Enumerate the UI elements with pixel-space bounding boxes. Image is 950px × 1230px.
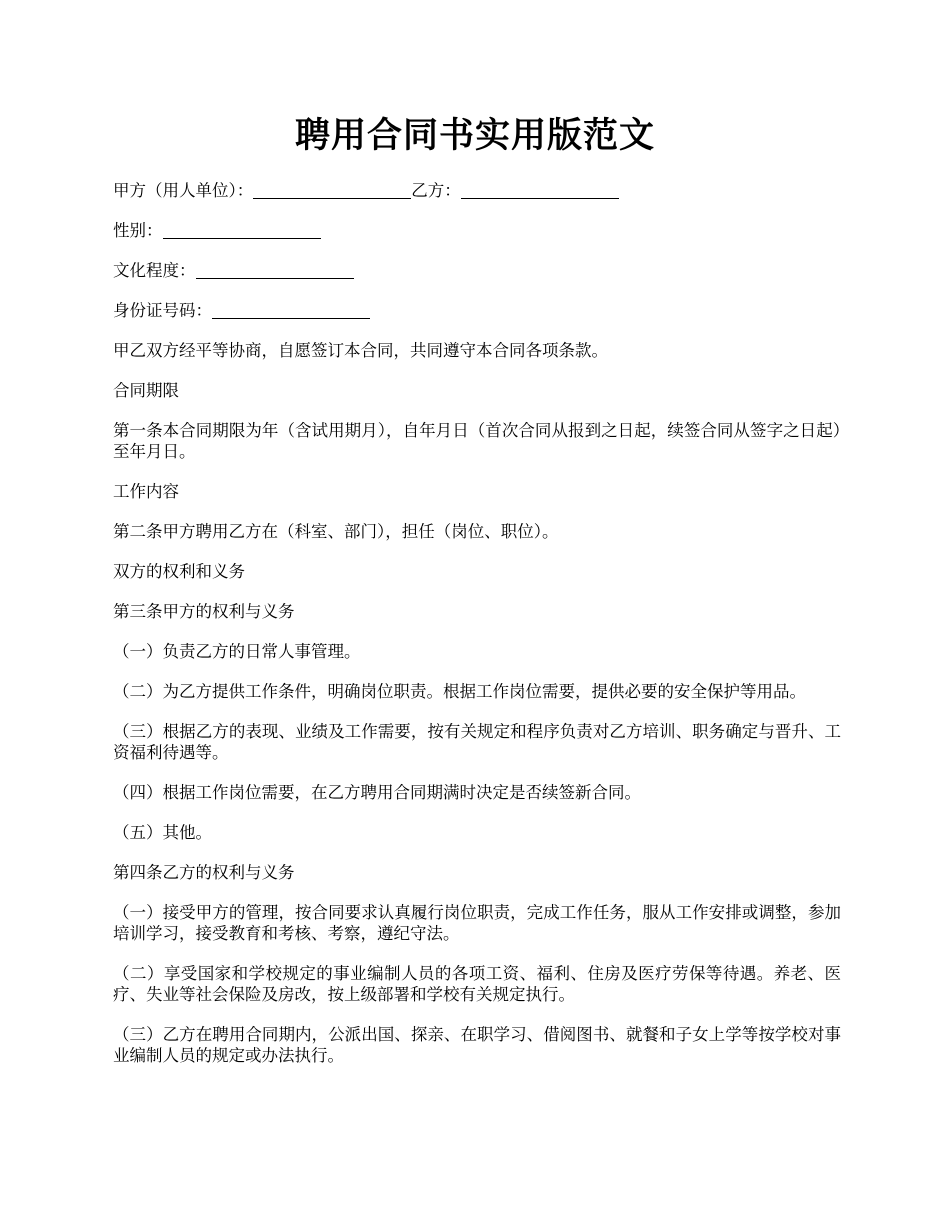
document-title: 聘用合同书实用版范文 — [294, 115, 655, 156]
paragraph: 第二条甲方聘用乙方在（科室、部门），担任（岗位、职位）。 — [113, 522, 559, 541]
article-heading: 第三条甲方的权利与义务 — [113, 602, 295, 621]
document-body — [113, 180, 841, 1085]
id-number-line — [113, 300, 841, 321]
clause-item: （三）根据乙方的表现、业绩及工作需要，按有关规定和程序负责对乙方培训、职务确定与晋升、工资福利待遇等。 — [113, 722, 841, 762]
clause-item: （一）接受甲方的管理，按合同要求认真履行岗位职责，完成工作任务，服从工作安排或调整，参加培训学习，接受教育和考核、考察，遵纪守法。 — [113, 903, 841, 943]
article-heading: 第四条乙方的权利与义务 — [113, 863, 295, 882]
gender-blank — [163, 221, 321, 239]
clause-item: （五）其他。 — [113, 823, 212, 842]
section-heading: 双方的权利和义务 — [113, 562, 245, 581]
id-number-blank — [212, 301, 370, 319]
id-number-label: 身份证号码： — [113, 301, 212, 320]
party-a-blank — [253, 181, 411, 199]
gender-line — [113, 220, 841, 241]
party-a-label: 甲方（用人单位）： — [113, 181, 254, 200]
clause-item: （四）根据工作岗位需要，在乙方聘用合同期满时决定是否续签新合同。 — [113, 783, 641, 802]
education-label: 文化程度： — [113, 261, 196, 280]
party-b-blank — [461, 181, 619, 199]
education-blank — [196, 261, 354, 279]
clause-item: （三）乙方在聘用合同期内，公派出国、探亲、在职学习、借阅图书、就餐和子女上学等按学校对事业编制人员的规定或办法执行。 — [113, 1025, 841, 1065]
clause-item: （二）为乙方提供工作条件，明确岗位职责。根据工作岗位需要，提供必要的安全保护等用品。 — [113, 682, 806, 701]
education-line — [113, 260, 841, 281]
paragraph: 第一条本合同期限为年（含试用期月），自年月日（首次合同从报到之日起，续签合同从签字之日起）至年月日。 — [113, 421, 841, 461]
party-line — [113, 180, 841, 201]
clause-item: （一）负责乙方的日常人事管理。 — [113, 642, 361, 661]
clause-item: （二）享受国家和学校规定的事业编制人员的各项工资、福利、住房及医疗劳保等待遇。养老、医疗、失业等社会保险及房改，按上级部署和学校有关规定执行。 — [113, 964, 841, 1004]
section-heading: 工作内容 — [113, 482, 179, 501]
gender-label: 性别： — [113, 221, 163, 240]
paragraph: 甲乙双方经平等协商，自愿签订本合同，共同遵守本合同各项条款。 — [113, 341, 608, 360]
party-b-label: 乙方： — [411, 181, 461, 200]
section-heading: 合同期限 — [113, 381, 179, 400]
